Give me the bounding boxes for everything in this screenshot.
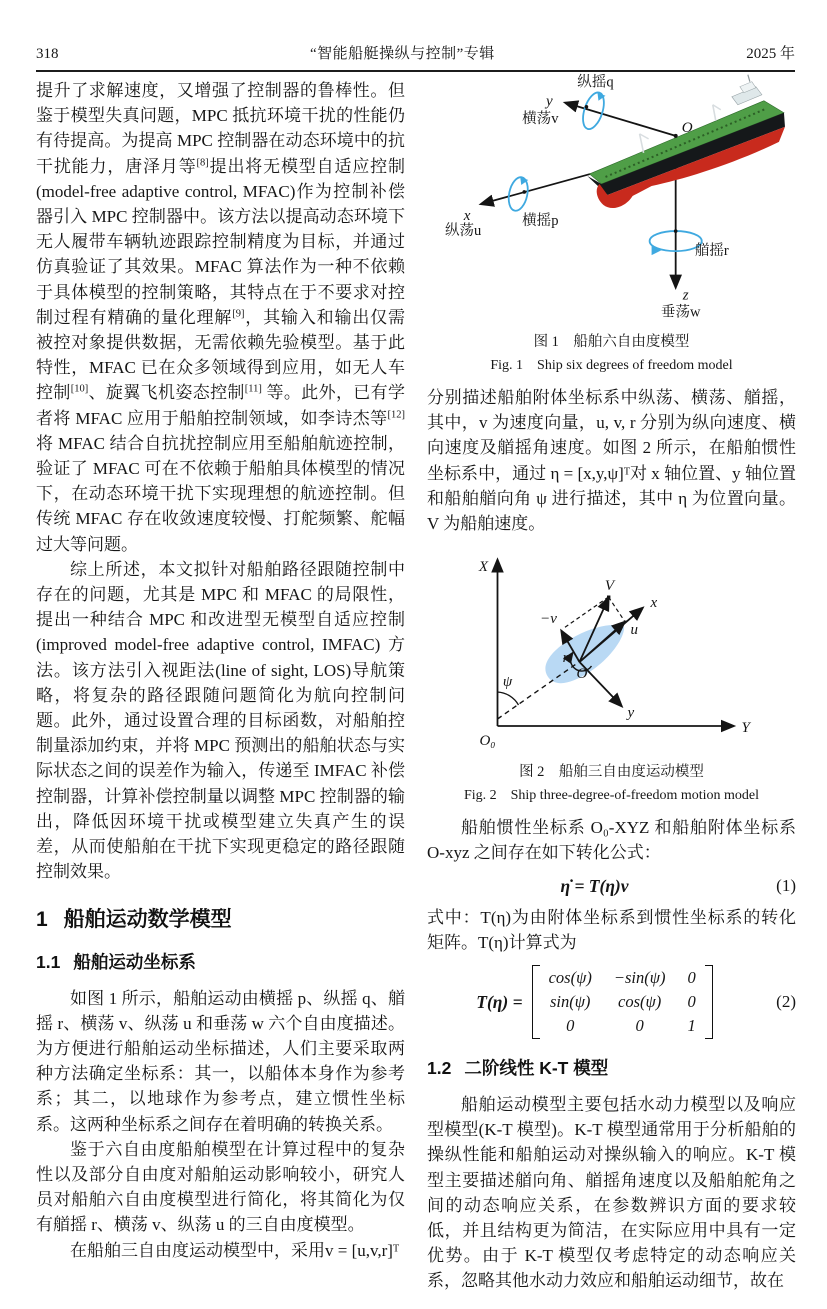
figure-1 [427,72,796,377]
section-heading-1: 1 船舶运动数学模型 [36,907,232,931]
fig2-label-x: x [650,595,658,612]
paragraph-kt-model: 船舶运动模型主要包括水动力模型以及响应型模型(K-T 模型)。K-T 模型通常用于分析船舶的操纵性能和船舶运动对操纵输入的响应。K-T 模型主要描述艏向角、艏摇角速度以及船舶舵角之间的动态响应关系，在参数辨识方面的要求较低，并且结构更为简洁，在实际应用中具有一定优势。由于 K-T 模型仅考虑特定的动态响应关系，忽略其他水动力效应和船舶运动细节，故在 [427,1095,796,1291]
paragraph-summary: 综上所述，本文拟针对船舶路径跟随控制中存在的问题，尤其是 MPC 和 MFAC 的局限性，提出一种结合 MPC 和改进型无模型自适应控制 (improved model-free adaptive control, IMFAC) 方法。该方法引入视距法(line of sight, LOS)导航策略，将复杂的路径跟随问题简化为航向控制问题。此外，通过设置合理的目标函数，对船舶控制量添加约束，并将 MPC 预测出的船舶状态与实际状态之间的误差作为输入，传递至 IMFAC 补偿控制器，计算补偿控制量以调整 MPC 控制器的输出，降低因环境干扰或模型建立失真产生的误差，从而使船舶在干扰下实现更稳定的路径跟随控制效果。 [36,559,405,882]
page-header [36,42,795,72]
matrix-right-bracket [705,965,713,1039]
fig1-x-axis [481,174,590,204]
fig2-label-Y: Y [741,720,750,737]
fig2-caption-en: Fig. 2 Ship three-degree-of-freedom motion model [463,788,760,804]
fig1-y-axis [565,103,675,136]
fig1-dot-q [585,105,589,109]
paragraph-transform-intro: 船舶惯性坐标系 O₀-XYZ 和船舶附体坐标系 O-xyz 之间存在如下转化公式： [427,818,796,863]
paragraph-3dof-intro: 在船舶三自由度运动模型中，采用v = [u,v,r]ᵀ [70,1240,400,1260]
equation-1 [427,876,796,897]
paragraph-body-frame: 分别描述船舶附体坐标系中纵荡、横荡、艏摇，其中，v 为速度向量，u, v, r 分别为纵向速度、横向速度及艏摇角速度。如图 2 所示，在船舶惯性坐标系中，通过 η = [x,y,ψ]ᵀ对 x 轴位置、y 轴位置和船舶艏向角 ψ 进行描述，其中 η 为位置向量。V 为船舶速度。 [427,388,796,534]
fig2-label-minus-v: −v [540,611,557,628]
equation-1-number: (1) [776,876,796,896]
fig1-dot-p [522,190,526,194]
fig2-heading-line [498,663,578,719]
fig2-dash-u-component [609,597,625,621]
fig1-label-roll: 横摇p [522,213,559,230]
paragraph-transform-matrix: 式中：T(η)为由附体坐标系到惯性坐标系的转化矩阵。T(η)计算式为 [427,907,796,952]
fig2-caption-zh: 图 2 船舶三自由度运动模型 [519,764,704,781]
fig2-ship-3dof-diagram [427,542,796,754]
equation-1-expression: η̇ = T(η)v [560,875,629,896]
fig2-label-u: u [630,622,638,639]
fig2-label-O0: O₀ [479,733,496,750]
fig1-ship-6dof-illustration [427,72,796,324]
fig1-label-sway: 横荡v [522,110,559,127]
equation-2-number: (2) [776,992,796,1012]
fig1-label-yaw: 艏摇r [694,243,729,260]
fig1-label-y: y [545,93,553,110]
fig2-label-y: y [627,705,635,722]
paragraph-coordinate-systems: 如图 1 所示，船舶运动由横摇 p、纵摇 q、艏摇 r、横荡 v、纵荡 u 和垂荡 w 六个自由度描述。为方便进行船舶运动坐标描述，人们主要采取两种方法确定坐标系：其一，以船体本身作为参考系；其二，以地球作为参考点，建立惯性坐标系。这两种坐标系之间存在着明确的转换关系。 [36,988,405,1134]
paragraph-mpc-mfac: 提升了求解速度，又增强了控制器的鲁棒性。但鉴于模型失真问题，MPC 抵抗环境干扰的性能仍有待提高。为提高 MPC 控制器在动态环境中的抗干扰能力，唐泽月等[8]提出将无模型自适应控制(model-free adaptive control, MFAC)作为控制补偿器引入 MPC 控制器中。该方法以提高动态环境下无人履带车辆轨迹跟踪控制精度为目标，并通过仿真验证了其效果。MFAC 算法作为一种不依赖于具体模型的控制策略，其特点在于不要求对控制过程有精确的量化理解[9]，其输入和输出仅需被控对象提供数据，无需依赖先验模型。基于此特性，MFAC 已在众多领域得到应用，如无人车控制[10]、旋翼飞机姿态控制[11] 等。此外，已有学者将 MFAC 应用于船舶控制领域，如李诗杰等[12]将 MFAC 结合自抗扰控制应用至船舶航迹控制，验证了 MFAC 可在不依赖于船舶具体模型的情况下，在动态环境干扰下实现理想的航迹控制。但传统 MFAC 存在收敛速度较慢、打舵频繁、舵幅过大等问题。 [36,81,406,554]
journal-title: “智能船艇操纵与控制”专辑 [309,46,495,62]
equation-2-expression [427,965,762,1039]
fig2-label-psi: ψ [502,674,513,691]
equation-2 [427,965,796,1039]
fig2-label-V: V [604,578,615,595]
fig1-dot-origin [674,134,678,138]
fig1-label-pitch: 纵摇q [577,74,614,91]
right-column [427,72,796,1294]
fig2-label-X: X [478,559,489,576]
section-heading-1-2: 1.2 二阶线性 K-T 模型 [427,1058,609,1079]
fig1-r-arrowhead [652,245,662,255]
fig2-label-O: O [576,666,588,683]
section-heading-1-1: 1.1 船舶运动坐标系 [36,951,196,972]
fig1-caption-zh: 图 1 船舶六自由度模型 [533,334,690,350]
fig1-label-surge: 纵荡u [444,223,482,240]
fig2-V-tip-dot [607,596,610,599]
fig1-label-z: z [682,287,689,304]
figure-2 [427,542,796,807]
fig2-label-r: r [562,650,569,667]
fig1-label-heave: 垂荡w [660,304,701,321]
fig1-ship [587,75,785,208]
fig1-caption-en: Fig. 1 Ship six degrees of freedom model [490,358,733,373]
paragraph-simplification: 鉴于六自由度船舶模型在计算过程中的复杂性以及部分自由度对船舶运动影响较小，研究人员对船舶六自由度模型进行简化，将其简化为仅有艏摇 r、横荡 v、纵荡 u 的三自由度模型。 [36,1139,405,1235]
fig1-dot-r [674,229,678,233]
fig1-label-x: x [463,208,471,225]
page-number: 318 [36,46,59,62]
transformation-matrix: cos(ψ) −sin(ψ) 0 sin(ψ) cos(ψ) 0 0 0 1 [548,968,696,1036]
fig2-psi-arc [498,692,519,705]
matrix-left-bracket [532,965,540,1039]
left-column [36,78,405,1263]
year-label: 2025 年 [746,46,795,62]
equation-2-lhs: T(η) = [476,991,523,1012]
fig1-label-origin: O [681,119,693,136]
